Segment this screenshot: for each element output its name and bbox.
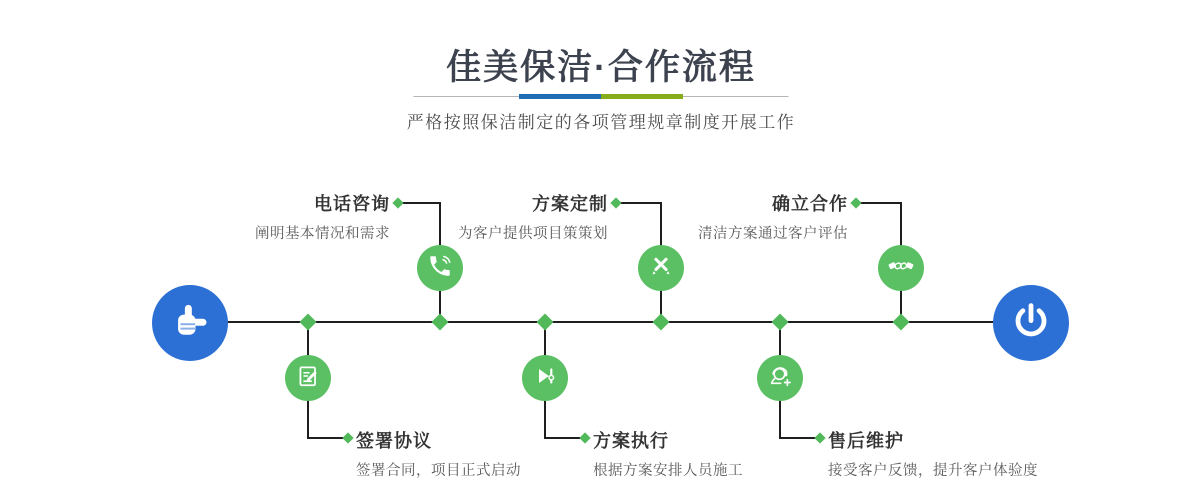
step5-axis-diamond	[893, 314, 910, 331]
step5-label-diamond	[850, 197, 861, 208]
timeline-axis	[210, 321, 1000, 323]
step2-node	[285, 355, 331, 401]
step6-connector-h	[779, 437, 818, 439]
step5-label	[698, 190, 848, 243]
phone-call-icon	[427, 253, 453, 284]
step4-axis-diamond	[537, 314, 554, 331]
step1-node	[417, 245, 463, 291]
step-title: 电话咨询	[314, 194, 390, 214]
step5-node	[878, 245, 924, 291]
step4-connector-h	[544, 437, 583, 439]
page-subtitle: 严格按照保洁制定的各项管理规章制度开展工作	[406, 113, 796, 132]
handshake-icon	[888, 253, 914, 284]
step-title: 方案执行	[593, 431, 669, 451]
design-tools-icon	[648, 253, 674, 284]
step4-node	[522, 355, 568, 401]
step2-connector-h	[307, 437, 346, 439]
start-node	[152, 285, 228, 361]
step-desc: 签署合同，项目正式启动	[356, 463, 521, 479]
step4-label-diamond	[579, 432, 590, 443]
divider-accent-green	[601, 94, 683, 99]
step3-label-diamond	[610, 197, 621, 208]
step2-axis-diamond	[300, 314, 317, 331]
power-icon	[1009, 299, 1053, 348]
step3-node	[638, 245, 684, 291]
step-title: 售后维护	[828, 431, 904, 451]
step1-label	[255, 190, 390, 243]
execute-play-icon	[532, 363, 558, 394]
customer-service-icon	[767, 363, 793, 394]
step6-label	[828, 427, 1038, 480]
step-desc: 清洁方案通过客户评估	[698, 226, 848, 242]
step-desc: 接受客户反馈，提升客户体验度	[828, 463, 1038, 479]
step1-axis-diamond	[432, 314, 449, 331]
step5-connector-h	[860, 202, 902, 204]
step-title: 签署协议	[356, 431, 432, 451]
step-desc: 阐明基本情况和需求	[255, 226, 390, 242]
step2-label	[356, 427, 521, 480]
step4-label	[593, 427, 743, 480]
divider-accent-blue	[519, 94, 601, 99]
step-title: 确立合作	[772, 194, 848, 214]
step6-label-diamond	[814, 432, 825, 443]
step-desc: 根据方案安排人员施工	[593, 463, 743, 479]
step3-label	[458, 190, 608, 243]
step3-axis-diamond	[653, 314, 670, 331]
step3-connector-h	[620, 202, 662, 204]
step2-label-diamond	[342, 432, 353, 443]
step1-connector-h	[402, 202, 441, 204]
step-title: 方案定制	[532, 194, 608, 214]
contract-sign-icon	[295, 363, 321, 394]
pointing-hand-icon	[168, 299, 212, 348]
step6-node	[757, 355, 803, 401]
end-node	[993, 285, 1069, 361]
divider-accent	[519, 94, 683, 99]
page-title: 佳美保洁·合作流程	[446, 48, 756, 87]
step1-label-diamond	[392, 197, 403, 208]
step-desc: 为客户提供项目策策划	[458, 226, 608, 242]
step6-axis-diamond	[772, 314, 789, 331]
